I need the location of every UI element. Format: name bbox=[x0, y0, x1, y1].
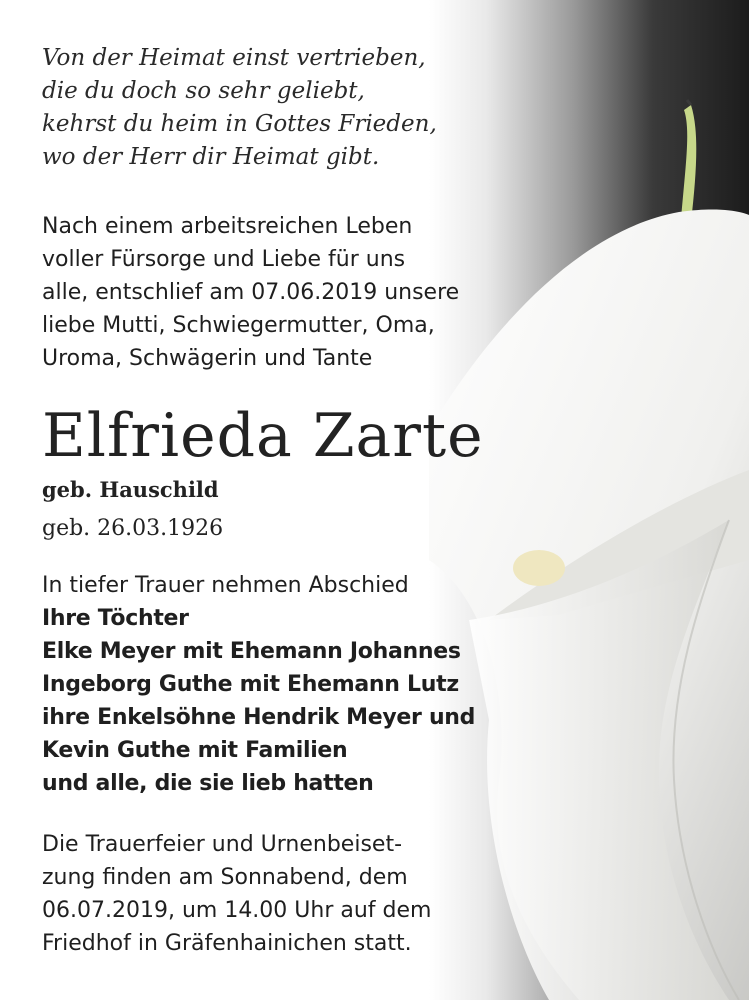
mourners-block bbox=[42, 569, 562, 800]
poem bbox=[42, 42, 562, 174]
poem-line: kehrst du heim in Gottes Frieden, bbox=[42, 111, 437, 137]
intro-line: liebe Mutti, Schwiegermutter, Oma, bbox=[42, 313, 435, 338]
funeral-service-info bbox=[42, 828, 562, 960]
mourner-line: Kevin Guthe mit Familien bbox=[42, 738, 348, 763]
poem-line: Von der Heimat einst vertrieben, bbox=[42, 45, 426, 71]
birth-date: geb. 26.03.1926 bbox=[42, 516, 224, 541]
intro-text bbox=[42, 210, 562, 375]
maiden-name: geb. Hauschild bbox=[42, 477, 219, 502]
service-line: Die Trauerfeier und Urnenbeiset- bbox=[42, 832, 403, 857]
deceased-name: Elfrieda Zarte bbox=[42, 401, 484, 471]
mourner-line: Ingeborg Guthe mit Ehemann Lutz bbox=[42, 672, 459, 697]
mourner-line: Ihre Töchter bbox=[42, 606, 189, 631]
mourner-line: und alle, die sie lieb hatten bbox=[42, 771, 374, 796]
intro-line: alle, entschlief am 07.06.2019 unsere bbox=[42, 280, 460, 305]
service-line: Friedhof in Gräfenhainichen statt. bbox=[42, 931, 412, 956]
service-line: zung finden am Sonnabend, dem bbox=[42, 865, 408, 890]
obituary-text bbox=[42, 42, 562, 960]
poem-line: die du doch so sehr geliebt, bbox=[42, 78, 365, 104]
mourners-heading: In tiefer Trauer nehmen Abschied bbox=[42, 573, 409, 598]
intro-line: Nach einem arbeitsreichen Leben bbox=[42, 214, 413, 239]
intro-line: voller Fürsorge und Liebe für uns bbox=[42, 247, 406, 272]
poem-line: wo der Herr dir Heimat gibt. bbox=[42, 144, 380, 170]
mourner-line: ihre Enkelsöhne Hendrik Meyer und bbox=[42, 705, 476, 730]
service-line: 06.07.2019, um 14.00 Uhr auf dem bbox=[42, 898, 432, 923]
mourner-line: Elke Meyer mit Ehemann Johannes bbox=[42, 639, 461, 664]
intro-line: Uroma, Schwägerin und Tante bbox=[42, 346, 373, 371]
